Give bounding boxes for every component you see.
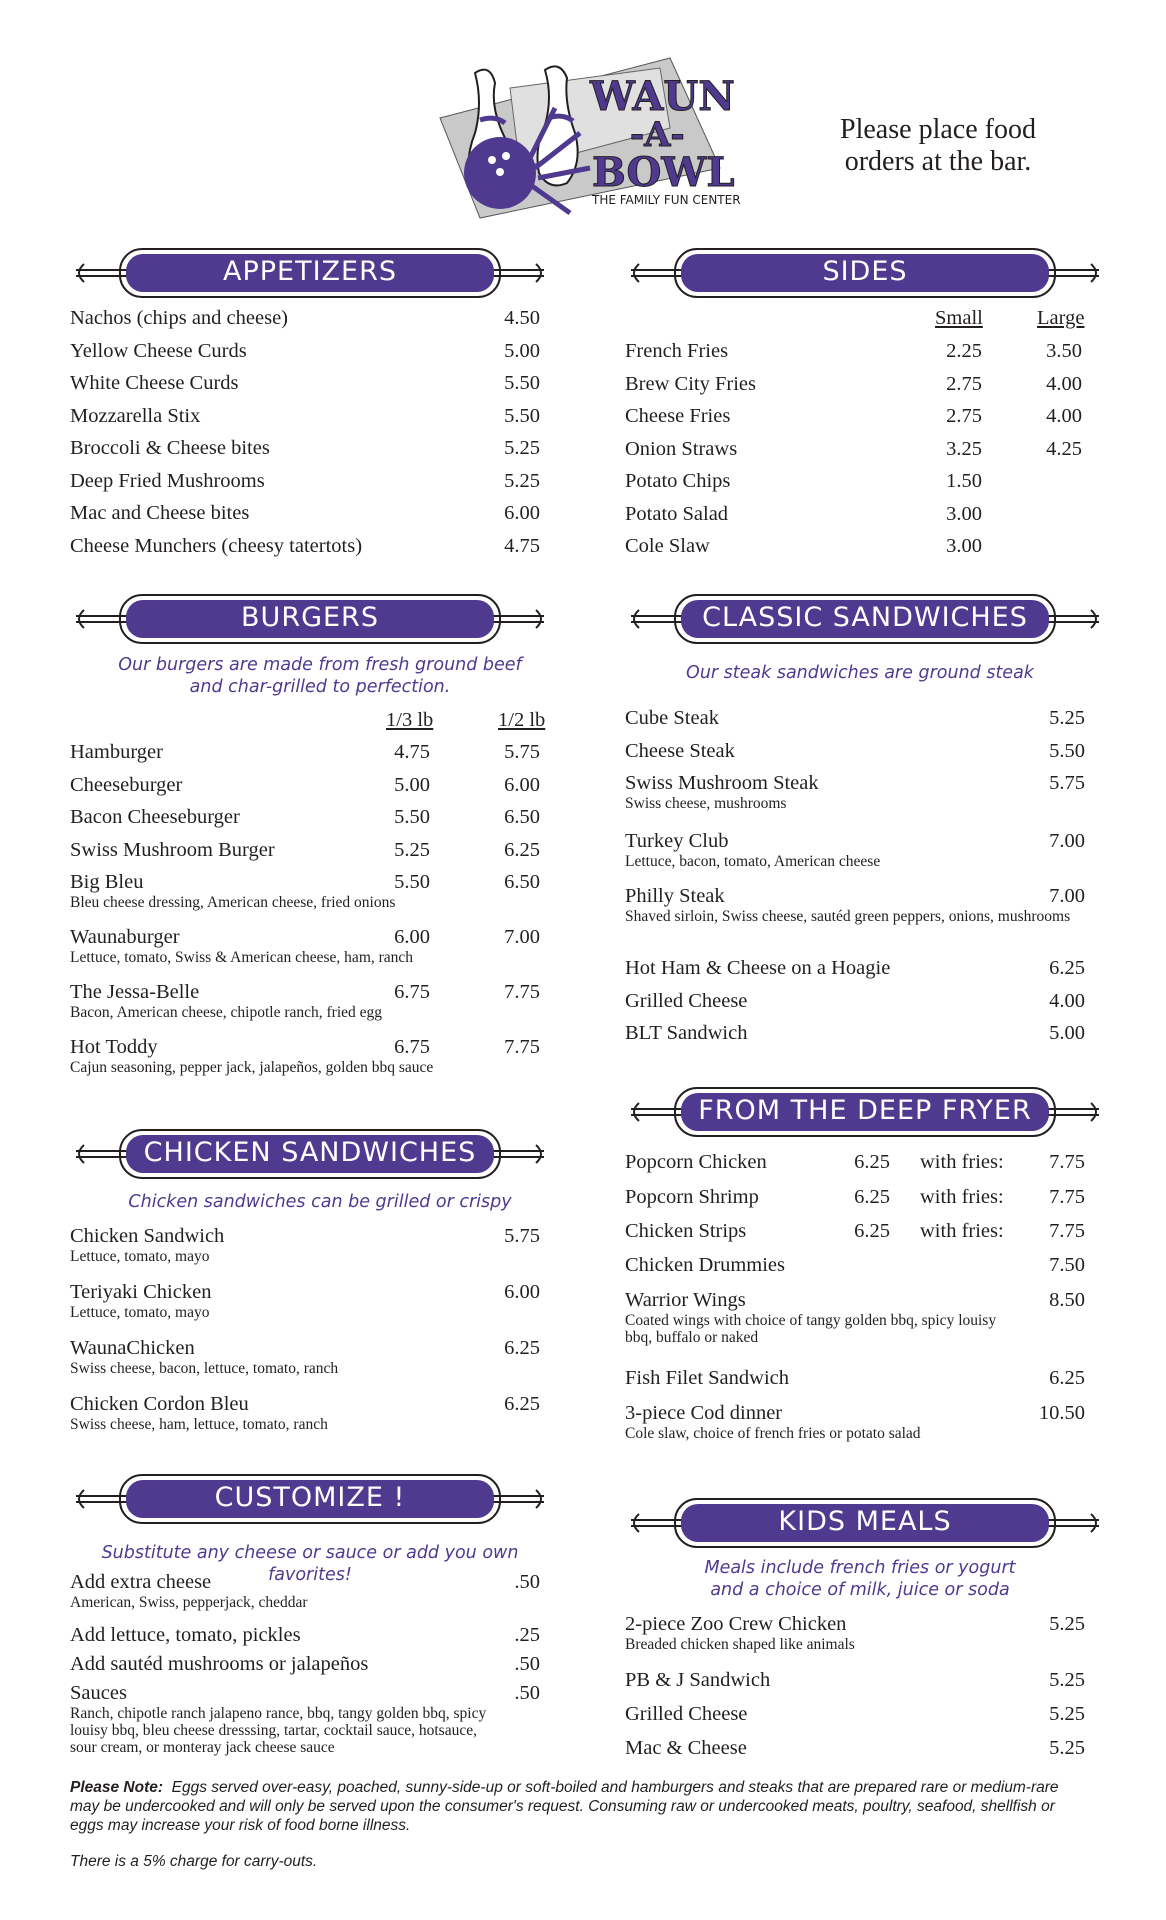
fryer-item-price: 6.25: [854, 1151, 890, 1173]
classic-sandwich-name: Grilled Cheese: [625, 989, 748, 1012]
fryer-item-description: Cole slaw, choice of french fries or potato salad: [625, 1425, 921, 1442]
kids-meal-name: Mac & Cheese: [625, 1737, 747, 1759]
section-banner-fryer: [625, 1085, 1105, 1139]
note-text: Eggs served over-easy, poached, sunny-side-up or soft-boiled and hamburgers and steaks that are prepared rare or medium-rare may be undercooked and will only be served upon the consumer's request. Consuming raw or undercooked meats, poultry, seafood, shellfish or eggs may increase your risk of food borne illness.: [70, 1779, 1059, 1834]
classic-sandwich-price: 5.50: [1049, 739, 1085, 762]
fryer-item-description: Coated wings with choice of tangy golden bbq, spicy louisy bbq, buffalo or naked: [625, 1312, 997, 1346]
fryer-item-name: Chicken Strips: [625, 1220, 747, 1242]
kids-meal-name: PB & J Sandwich: [625, 1669, 771, 1691]
fryer-item-price-with-fries: 7.75: [1049, 1151, 1085, 1173]
burger-description: Cajun seasoning, pepper jack, jalapeños, golden bbq sauce: [70, 1059, 434, 1076]
side-name: Cheese Fries: [625, 405, 731, 427]
kids-meal-name: Grilled Cheese: [625, 1703, 748, 1725]
section-title: CHICKEN SANDWICHES: [143, 1137, 477, 1168]
kids-meal-description: Breaded chicken shaped like animals: [625, 1636, 855, 1653]
classic-sandwich-description: Lettuce, bacon, tomato, American cheese: [625, 853, 881, 870]
classic-sandwich-price: 5.25: [1049, 707, 1085, 729]
appetizer-name: Yellow Cheese Curds: [70, 339, 247, 362]
fryer-with-fries-label: with fries:: [920, 1220, 1004, 1242]
appetizer-price: 5.25: [504, 437, 540, 459]
section-banner-chicken: [70, 1127, 550, 1181]
appetizer-price: 5.25: [504, 469, 540, 492]
side-price-small: 2.75: [946, 372, 982, 395]
burger-name: Big Bleu: [70, 871, 144, 893]
classic-sandwich-name: Cheese Steak: [625, 739, 735, 762]
fryer-item-price-with-fries: 8.50: [1049, 1289, 1085, 1311]
fryer-item-price-with-fries: 7.50: [1049, 1254, 1085, 1276]
waun-a-bowl-logo: [420, 48, 760, 228]
side-price-small: 3.00: [946, 535, 982, 557]
appetizer-name: Broccoli & Cheese bites: [70, 437, 270, 459]
kids-meal-price: 5.25: [1049, 1669, 1085, 1691]
appetizer-price: 5.50: [504, 404, 540, 427]
customize-item-name: Add lettuce, tomato, pickles: [70, 1624, 301, 1646]
side-price-small: 1.50: [946, 470, 982, 492]
burger-price-half: 6.50: [504, 806, 540, 828]
classic-sandwich-price: 5.75: [1049, 772, 1085, 794]
appetizer-price: 4.75: [504, 534, 540, 557]
classic-subtitle: Our steak sandwiches are ground steak: [686, 663, 1034, 683]
burger-price-third: 5.50: [394, 871, 430, 893]
side-name: Cole Slaw: [625, 535, 710, 557]
fryer-with-fries-label: with fries:: [920, 1186, 1004, 1208]
chicken-sandwich-description: Lettuce, tomato, mayo: [70, 1304, 210, 1321]
burger-name: Swiss Mushroom Burger: [70, 838, 275, 861]
side-price-large: 4.00: [1046, 372, 1082, 395]
side-price-small: 3.25: [946, 437, 982, 460]
classic-sandwich-price: 7.00: [1049, 830, 1085, 852]
fryer-item-price-with-fries: 7.75: [1049, 1220, 1085, 1242]
fryer-with-fries-label: with fries:: [920, 1151, 1004, 1173]
burger-price-half: 7.75: [504, 1036, 540, 1058]
classic-sandwich-price: 4.00: [1049, 989, 1085, 1012]
burgers-subtitle: Our burgers are made from fresh ground beef and char-grilled to perfection.: [118, 655, 522, 697]
fryer-item-name: Popcorn Shrimp: [625, 1186, 759, 1208]
chicken-sandwich-name: WaunaChicken: [70, 1337, 195, 1359]
fryer-item-name: 3-piece Cod dinner: [625, 1402, 783, 1424]
carry-out-note: There is a 5% charge for carry-outs.: [70, 1853, 318, 1870]
side-price-large: 3.50: [1046, 340, 1082, 362]
chicken-sandwich-price: 6.00: [504, 1281, 540, 1303]
section-banner-appetizers: [70, 246, 550, 300]
kids-meal-price: 5.25: [1049, 1703, 1085, 1725]
note-label: Please Note:: [70, 1779, 164, 1796]
chicken-sandwich-description: Swiss cheese, bacon, lettuce, tomato, ranch: [70, 1360, 339, 1377]
burger-description: Lettuce, tomato, Swiss & American cheese, ham, ranch: [70, 949, 414, 966]
section-banner-classic: [625, 592, 1105, 646]
classic-sandwich-price: 5.00: [1049, 1022, 1085, 1044]
burgers-col-b: 1/2 lb: [498, 709, 546, 731]
customize-item-name: Add sautéd mushrooms or jalapeños: [70, 1653, 369, 1675]
burger-price-third: 4.75: [394, 741, 430, 763]
side-name: Onion Straws: [625, 437, 738, 460]
svg-text:-A-: -A-: [630, 115, 685, 155]
burger-price-third: 6.75: [394, 1036, 430, 1058]
appetizer-price: 5.00: [504, 339, 540, 362]
appetizer-name: Nachos (chips and cheese): [70, 307, 289, 329]
classic-sandwich-name: Philly Steak: [625, 885, 725, 907]
customize-item-name: Sauces: [70, 1682, 127, 1704]
appetizer-name: White Cheese Curds: [70, 372, 239, 394]
section-title: APPETIZERS: [222, 256, 397, 287]
burger-price-third: 5.50: [394, 806, 430, 828]
side-name: French Fries: [625, 340, 729, 362]
fryer-item-price: 6.25: [854, 1186, 890, 1208]
side-price-small: 3.00: [946, 502, 982, 525]
customize-item-description: Ranch, chipotle ranch jalapeno rance, bbq, tangy golden bbq, spicy louisy bbq, bleu cheese dresssing, tartar, cocktail sauce, hotsauce, sour cream, or monteray jack cheese sauce: [70, 1705, 487, 1756]
section-title: BURGERS: [241, 602, 379, 633]
burger-price-third: 6.00: [394, 926, 430, 948]
customize-item-description: American, Swiss, pepperjack, cheddar: [70, 1594, 308, 1611]
classic-sandwich-name: Hot Ham & Cheese on a Hoagie: [625, 957, 891, 979]
appetizer-price: 4.50: [504, 307, 540, 329]
classic-sandwich-description: Shaved sirloin, Swiss cheese, sautéd green peppers, onions, mushrooms: [625, 908, 1071, 925]
kids-subtitle: Meals include french fries or yogurt and a choice of milk, juice or soda: [704, 1558, 1016, 1600]
order-at-bar-note: Please place food orders at the bar.: [840, 114, 1036, 177]
section-title: SIDES: [822, 256, 908, 287]
burgers-col-a: 1/3 lb: [386, 709, 434, 731]
side-name: Brew City Fries: [625, 372, 756, 395]
appetizer-name: Mac and Cheese bites: [70, 502, 250, 524]
chicken-sandwich-name: Chicken Cordon Bleu: [70, 1393, 249, 1415]
fryer-item-price-with-fries: 7.75: [1049, 1186, 1085, 1208]
burger-price-half: 6.25: [504, 838, 540, 861]
customize-item-price: .50: [514, 1653, 540, 1675]
svg-text:THE FAMILY FUN CENTER: THE FAMILY FUN CENTER: [592, 193, 741, 207]
section-title: FROM THE DEEP FRYER: [698, 1095, 1032, 1126]
fryer-item-name: Chicken Drummies: [625, 1254, 785, 1276]
burger-price-third: 5.25: [394, 838, 430, 861]
section-banner-kids: [625, 1496, 1105, 1550]
classic-sandwich-name: Cube Steak: [625, 707, 719, 729]
burger-description: Bleu cheese dressing, American cheese, fried onions: [70, 894, 396, 911]
fryer-item-price: 6.25: [854, 1220, 890, 1242]
burger-price-half: 7.00: [504, 926, 540, 948]
fryer-item-price-with-fries: 10.50: [1038, 1402, 1085, 1424]
appetizer-price: 5.50: [504, 372, 540, 394]
side-price-large: 4.00: [1046, 405, 1082, 427]
appetizer-name: Cheese Munchers (cheesy tatertots): [70, 534, 363, 557]
section-banner-sides: [625, 246, 1105, 300]
section-title: CUSTOMIZE !: [214, 1482, 406, 1513]
chicken-sandwich-description: Swiss cheese, ham, lettuce, tomato, ranch: [70, 1416, 328, 1433]
section-title: KIDS MEALS: [778, 1506, 952, 1537]
chicken-sandwich-name: Chicken Sandwich: [70, 1225, 225, 1247]
burger-name: Hot Toddy: [70, 1036, 158, 1058]
fryer-item-name: Warrior Wings: [625, 1289, 746, 1311]
classic-sandwich-name: Turkey Club: [625, 830, 729, 852]
customize-item-name: Add extra cheese: [70, 1571, 212, 1593]
chicken-sandwich-name: Teriyaki Chicken: [70, 1281, 212, 1303]
burger-name: Bacon Cheeseburger: [70, 806, 240, 828]
chicken-sandwich-price: 6.25: [504, 1337, 540, 1359]
kids-meal-name: 2-piece Zoo Crew Chicken: [625, 1613, 847, 1635]
customize-item-price: .50: [514, 1682, 540, 1704]
chicken-sandwich-price: 5.75: [504, 1225, 540, 1247]
side-price-large: 4.25: [1046, 437, 1082, 460]
fryer-item-name: Popcorn Chicken: [625, 1151, 767, 1173]
svg-text:BOWL: BOWL: [592, 149, 735, 196]
burger-name: Hamburger: [70, 741, 163, 763]
kids-meal-price: 5.25: [1049, 1737, 1085, 1759]
side-name: Potato Chips: [625, 470, 731, 492]
appetizer-name: Mozzarella Stix: [70, 404, 201, 427]
burger-name: The Jessa-Belle: [70, 981, 200, 1003]
bowling-logo-icon: [420, 48, 760, 228]
section-title: CLASSIC SANDWICHES: [702, 602, 1028, 633]
svg-text:WAUN: WAUN: [590, 73, 735, 120]
appetizer-name: Deep Fried Mushrooms: [70, 469, 265, 492]
burger-description: Bacon, American cheese, chipotle ranch, fried egg: [70, 1004, 383, 1021]
burger-price-half: 5.75: [504, 741, 540, 763]
burger-price-third: 6.75: [394, 981, 430, 1003]
section-banner-customize: [70, 1472, 550, 1526]
customize-item-price: .25: [514, 1624, 540, 1646]
burger-price-half: 7.75: [504, 981, 540, 1003]
burger-name: Waunaburger: [70, 926, 180, 948]
customize-subtitle: Substitute any cheese or sauce or add you own favorites!: [101, 1543, 519, 1585]
food-safety-note: [70, 1778, 1090, 1835]
section-banner-burgers: [70, 592, 550, 646]
customize-item-price: .50: [514, 1571, 540, 1593]
kids-meal-price: 5.25: [1049, 1613, 1085, 1635]
side-price-small: 2.75: [946, 405, 982, 427]
fryer-item-price-with-fries: 6.25: [1049, 1367, 1085, 1389]
classic-sandwich-name: BLT Sandwich: [625, 1022, 748, 1044]
burger-name: Cheeseburger: [70, 773, 183, 796]
sides-col-small: Small: [935, 307, 983, 329]
appetizer-price: 6.00: [504, 502, 540, 524]
chicken-sandwich-price: 6.25: [504, 1393, 540, 1415]
chicken-sandwich-description: Lettuce, tomato, mayo: [70, 1248, 210, 1265]
burger-price-third: 5.00: [394, 773, 430, 796]
chicken-subtitle: Chicken sandwiches can be grilled or crispy: [128, 1192, 512, 1212]
sides-col-large: Large: [1037, 307, 1085, 329]
side-name: Potato Salad: [625, 502, 729, 525]
side-price-small: 2.25: [946, 340, 982, 362]
burger-price-half: 6.50: [504, 871, 540, 893]
fryer-item-name: Fish Filet Sandwich: [625, 1367, 790, 1389]
classic-sandwich-name: Swiss Mushroom Steak: [625, 772, 819, 794]
classic-sandwich-description: Swiss cheese, mushrooms: [625, 795, 787, 812]
classic-sandwich-price: 6.25: [1049, 957, 1085, 979]
burger-price-half: 6.00: [504, 773, 540, 796]
classic-sandwich-price: 7.00: [1049, 885, 1085, 907]
